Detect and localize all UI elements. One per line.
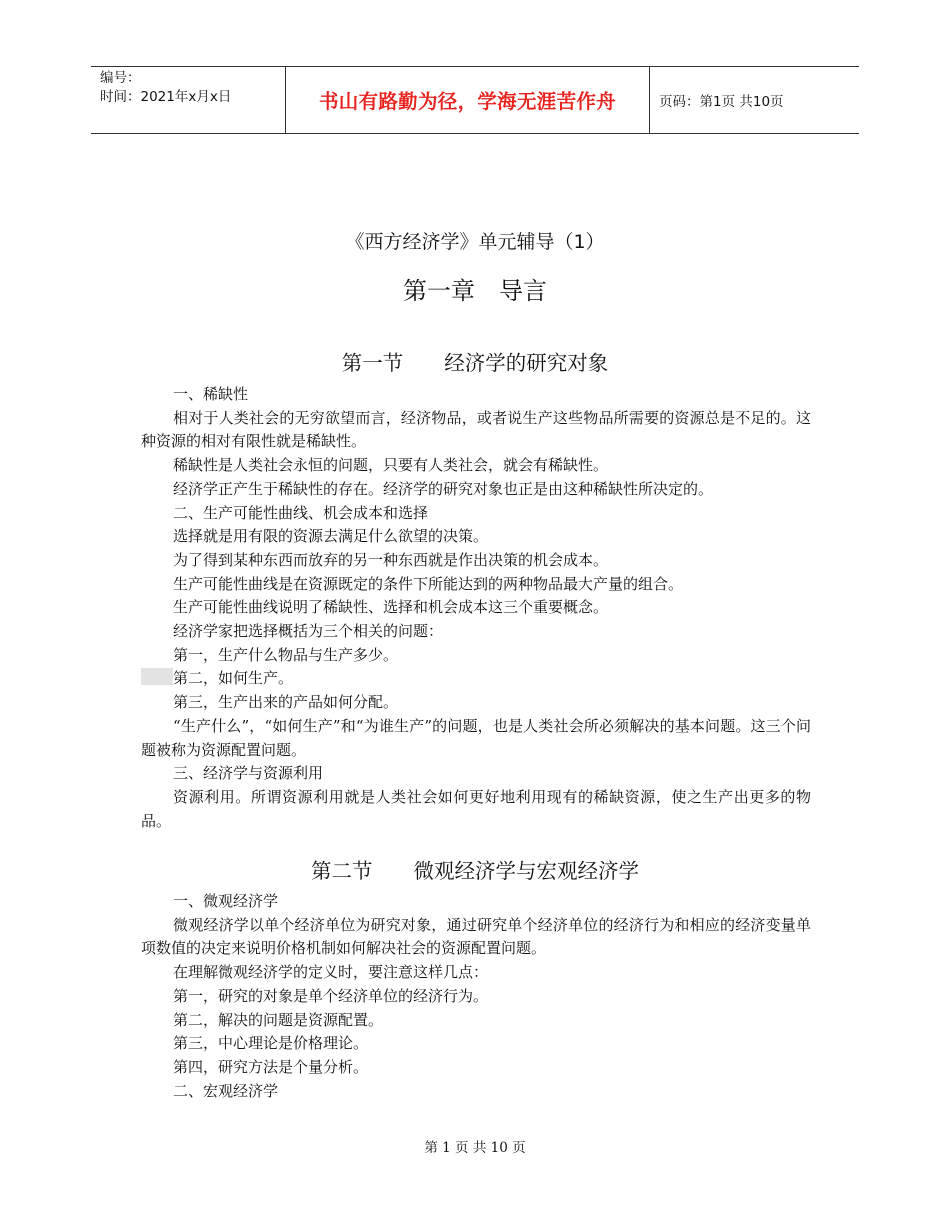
paragraph: 第一，生产什么物品与生产多少。: [173, 645, 399, 664]
number-label: 编号：: [100, 70, 141, 86]
section-heading-2: 第二节 微观经济学与宏观经济学: [311, 859, 639, 883]
paragraph: 二、宏观经济学: [173, 1081, 279, 1100]
paragraph: 二、生产可能性曲线、机会成本和选择: [173, 503, 429, 522]
paragraph: 稀缺性是人类社会永恒的问题，只要有人类社会，就会有稀缺性。: [173, 456, 609, 475]
section-body-1: [141, 383, 811, 833]
time-label: 时间：2021年x月x日: [100, 89, 232, 105]
paragraph: 一、稀缺性: [173, 385, 249, 403]
page-footer: 第 1 页 共 10 页: [424, 1140, 526, 1156]
paragraph: 第四，研究方法是个量分析。: [173, 1057, 369, 1076]
header-meta: [91, 67, 286, 133]
paragraph: 选择就是用有限的资源去满足什么欲望的决策。: [173, 527, 489, 546]
paragraph: 生产可能性曲线是在资源既定的条件下所能达到的两种物品最大产量的组合。: [173, 574, 684, 593]
paragraph: 第三，生产出来的产品如何分配。: [173, 693, 399, 712]
document-title: 《西方经济学》单元辅导（1）: [345, 231, 605, 253]
paragraph: 生产可能性曲线说明了稀缺性、选择和机会成本这三个重要概念。: [173, 598, 609, 617]
paragraph-highlighted: [141, 667, 811, 691]
chapter-heading: 第一章 导言: [403, 277, 547, 305]
paragraph: 经济学家把选择概括为三个相关的问题：: [173, 622, 444, 641]
section-body-2: [141, 890, 811, 1103]
paragraph: “生产什么”，“如何生产”和“为谁生产”的问题，也是人类社会所必须解决的基本问题。这三个问题被称为资源配置问题。: [141, 716, 811, 759]
header-motto-cell: [286, 67, 650, 133]
highlight-box: [141, 668, 173, 685]
section-heading-1: 第一节 经济学的研究对象: [341, 351, 609, 375]
paragraph: 一、微观经济学: [173, 892, 279, 910]
paragraph: 为了得到某种东西而放弃的另一种东西就是作出决策的机会成本。: [173, 550, 609, 569]
motto-text: 书山有路勤为径，学海无涯苦作舟: [318, 90, 616, 113]
paragraph: 经济学正产生于稀缺性的存在。经济学的研究对象也正是由这种稀缺性所决定的。: [173, 479, 714, 498]
paragraph: 相对于人类社会的无穷欲望而言，经济物品，或者说生产这些物品所需要的资源总是不足的。这种资源的相对有限性就是稀缺性。: [141, 408, 811, 451]
paragraph: 第二，解决的问题是资源配置。: [173, 1010, 384, 1029]
page-code: 页码：第1页 共10页: [659, 94, 784, 110]
paragraph: 第三，中心理论是价格理论。: [173, 1034, 369, 1053]
paragraph: 三、经济学与资源利用: [173, 764, 324, 783]
paragraph: 资源利用。所谓资源利用就是人类社会如何更好地利用现有的稀缺资源，使之生产出更多的物品。: [141, 787, 811, 830]
header-table: [91, 66, 859, 134]
paragraph: 在理解微观经济学的定义时，要注意这样几点：: [173, 963, 489, 982]
paragraph-text: 第二，如何生产。: [173, 669, 294, 688]
paragraph: 微观经济学以单个经济单位为研究对象，通过研究单个经济单位的经济行为和相应的经济变量单项数值的决定来说明价格机制如何解决社会的资源配置问题。: [141, 915, 811, 958]
paragraph: 第一，研究的对象是单个经济单位的经济行为。: [173, 986, 489, 1005]
